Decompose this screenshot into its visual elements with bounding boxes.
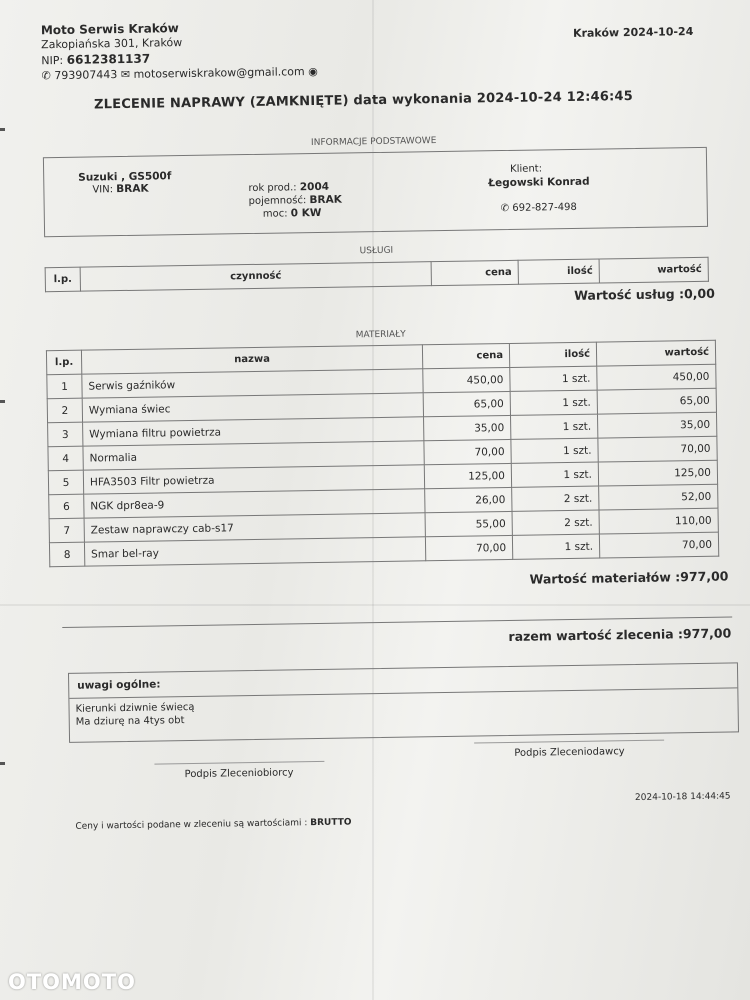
phone-icon: ✆ (41, 69, 51, 83)
col-lp: l.p. (46, 350, 81, 375)
cell-price: 65,00 (423, 391, 510, 416)
client-phone-row (501, 202, 577, 214)
materialy-total: Wartość materiałów :977,00 (529, 568, 729, 587)
cell-value: 52,00 (599, 484, 718, 510)
cell-qty: 1 szt. (510, 366, 597, 391)
cell-name: NGK dpr8ea-9 (84, 489, 425, 518)
cell-value: 65,00 (597, 388, 716, 414)
cell-lp: 2 (47, 398, 82, 423)
materialy-table (46, 340, 719, 567)
col-price: cena (431, 260, 518, 285)
shop-address: Zakopiańska 301, Kraków (41, 36, 183, 52)
cell-name: Zestaw naprawczy cab-s17 (84, 513, 425, 542)
otomoto-watermark: OTOMOTO (8, 970, 136, 994)
col-qty: ilość (509, 342, 596, 367)
cell-value: 70,00 (599, 532, 718, 558)
cell-qty: 2 szt. (512, 486, 599, 511)
cell-name: Serwis gaźników (82, 369, 423, 398)
created-timestamp: 2024-10-18 14:44:45 (634, 791, 731, 804)
cell-price: 125,00 (424, 463, 511, 488)
notes-box (68, 662, 739, 743)
col-name: czynność (80, 262, 431, 292)
cell-price: 450,00 (423, 367, 510, 392)
signature-line-client (474, 740, 664, 744)
cell-name: HFA3503 Filtr powietrza (83, 465, 424, 494)
cell-lp: 7 (49, 518, 84, 543)
cell-price: 70,00 (424, 439, 511, 464)
envelope-icon: ✉ (120, 67, 131, 82)
cell-price: 35,00 (424, 415, 511, 440)
cell-value: 125,00 (598, 460, 717, 486)
cell-qty: 1 szt. (511, 414, 598, 439)
cell-lp: 6 (49, 494, 84, 519)
signature-client: Podpis Zleceniodawcy (514, 746, 625, 759)
nip-value: 6612381137 (66, 51, 151, 67)
cell-value: 35,00 (597, 412, 716, 438)
cell-lp: 8 (49, 542, 84, 567)
vin-row: VIN: BRAK (92, 182, 149, 196)
col-value: wartość (596, 340, 715, 366)
client-phone: 692-827-498 (512, 201, 577, 214)
shop-email: motoserwiskrakow@gmail.com (133, 65, 305, 81)
footer-note: Ceny i wartości podane w zleceniu są wartościami : BRUTTO (75, 817, 352, 832)
signature-line-contractor (154, 761, 324, 765)
info-box (43, 147, 708, 237)
capacity-row: pojemność: BRAK (248, 193, 342, 208)
notes-label: uwagi ogólne: (77, 678, 161, 692)
cell-price: 55,00 (425, 511, 512, 536)
uslugi-total: Wartość usług :0,00 (574, 285, 715, 303)
cell-value: 70,00 (598, 436, 717, 462)
document-title: ZLECENIE NAPRAWY (ZAMKNIĘTE) data wykonania 2024-10-24 12:46:45 (93, 88, 634, 113)
cell-price: 70,00 (425, 535, 512, 560)
col-lp: l.p. (45, 267, 80, 292)
shop-name: Moto Serwis Kraków (40, 21, 179, 38)
grand-total: razem wartość zlecenia :977,00 (508, 625, 732, 645)
client-label: Klient: (510, 163, 543, 175)
cell-lp: 1 (47, 374, 82, 399)
cell-price: 26,00 (425, 487, 512, 512)
cell-name: Normalia (83, 441, 424, 470)
shop-contact (42, 65, 318, 82)
note-line-2: Ma dziurę na 4tys obt (75, 715, 185, 728)
materialy-section-label: MATERIAŁY (355, 329, 406, 341)
client-name: Łegowski Konrad (488, 175, 590, 190)
cell-qty: 1 szt. (511, 438, 598, 463)
globe-icon: ◉ (308, 64, 318, 79)
nip-label: NIP: (41, 53, 64, 68)
cell-qty: 1 szt. (511, 462, 598, 487)
cell-name: Wymiana świec (82, 393, 423, 422)
shop-phone: 793907443 (54, 68, 118, 83)
power-row: moc: 0 KW (262, 206, 322, 220)
cell-qty: 2 szt. (512, 510, 599, 535)
col-value: wartość (599, 257, 708, 283)
vehicle-name: Suzuki , GS500f (78, 170, 172, 184)
cell-lp: 4 (48, 446, 83, 471)
uslugi-section-label: USŁUGI (359, 245, 394, 257)
shop-nip (41, 52, 150, 68)
col-qty: ilość (518, 259, 599, 284)
phone-icon: ✆ (500, 202, 510, 215)
notes-header (69, 663, 737, 698)
cell-value: 110,00 (599, 508, 718, 534)
year-row: rok prod.: 2004 (248, 180, 330, 195)
info-section-label: INFORMACJE PODSTAWOWE (310, 136, 437, 149)
place-date: Kraków 2024-10-24 (572, 25, 694, 40)
cell-lp: 5 (48, 470, 83, 495)
col-name: nazwa (81, 345, 422, 374)
signature-contractor: Podpis Zleceniobiorcy (184, 767, 294, 781)
cell-lp: 3 (48, 422, 83, 447)
note-line-1: Kierunki dziwnie świecą (75, 701, 195, 715)
col-price: cena (422, 343, 509, 368)
cell-value: 450,00 (597, 364, 716, 390)
cell-qty: 1 szt. (512, 534, 599, 559)
cell-qty: 1 szt. (510, 390, 597, 415)
cell-name: Wymiana filtru powietrza (83, 417, 424, 446)
cell-name: Smar bel-ray (84, 537, 425, 566)
